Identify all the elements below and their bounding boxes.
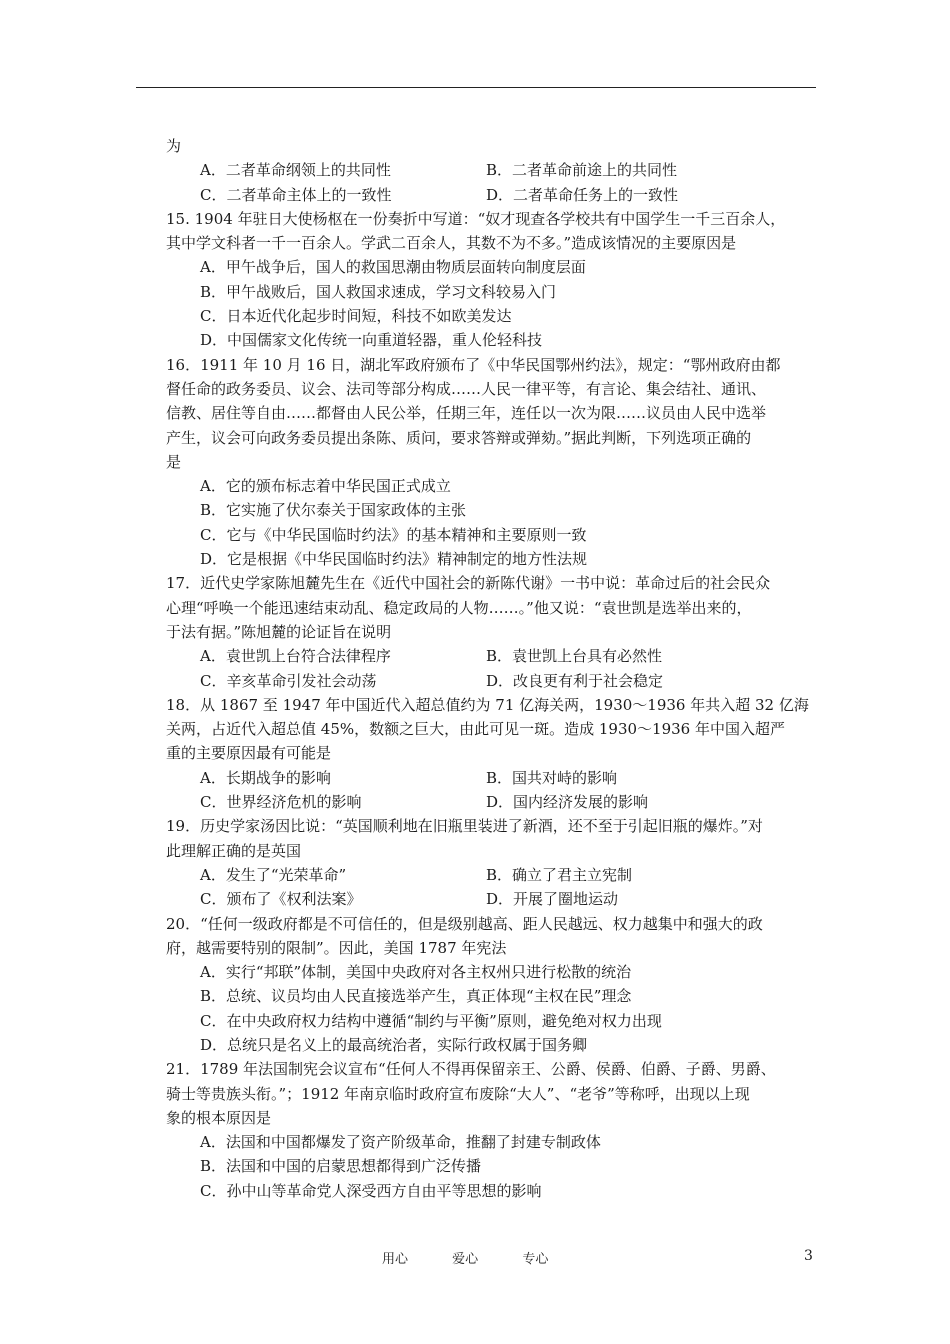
question-text-line: 关两，占近代入超总值 45%，数额之巨大，由此可见一斑。造成 1930～1936 年中国入超严 <box>166 720 785 739</box>
answer-option: C．日本近代化起步时间短，科技不如欧美发达 <box>200 307 512 326</box>
question-text-line: 19．历史学家汤因比说：“英国顺利地在旧瓶里装进了新酒，还不至于引起旧瓶的爆炸。”对 <box>166 817 763 836</box>
question-text-line: 督任命的政务委员、议会、法司等部分构成……人民一律平等，有言论、集会结社、通讯、 <box>166 379 767 398</box>
question-text-line: 其中学文科者一千一百余人。学武二百余人，其数不为不多。”造成该情况的主要原因是 <box>166 234 737 253</box>
question-text-line: 产生，议会可向政务委员提出条陈、质问，要求答辩或弹劾。”据此判断，下列选项正确的 <box>166 428 752 447</box>
page-body <box>166 134 826 1203</box>
footer-motto: 爱心 <box>452 1252 479 1267</box>
question-text-line: 21．1789 年法国制宪会议宣布“任何人不得再保留亲王、公爵、侯爵、伯爵、子爵、男爵、 <box>166 1060 776 1079</box>
footer-mottos <box>382 1248 588 1267</box>
answer-option: B．总统、议员均由人民直接选举产生，真正体现“主权在民”理念 <box>200 987 632 1006</box>
answer-option: D．它是根据《中华民国临时约法》精神制定的地方性法规 <box>200 550 588 569</box>
answer-option: D．国内经济发展的影响 <box>486 793 649 812</box>
answer-option: B．法国和中国的启蒙思想都得到广泛传播 <box>200 1157 482 1176</box>
page-number: 3 <box>804 1248 813 1264</box>
question-text-line: 信教、居住等自由……都督由人民公举，任期三年，连任以一次为限……议员由人民中选举 <box>166 404 767 423</box>
answer-option: D．改良更有利于社会稳定 <box>486 671 664 690</box>
answer-option: A．甲午战争后，国人的救国思潮由物质层面转向制度层面 <box>200 258 586 277</box>
answer-option: C．孙中山等革命党人深受西方自由平等思想的影响 <box>200 1181 542 1200</box>
question-text-line: 16．1911 年 10 月 16 日，湖北军政府颁布了《中华民国鄂州约法》，规定：“鄂州政府由都 <box>166 355 781 374</box>
answer-option: B．甲午战败后，国人救国求速成，学习文科较易入门 <box>200 282 557 301</box>
answer-option: B．它实施了伏尔泰关于国家政体的主张 <box>200 501 467 520</box>
answer-option: D．中国儒家文化传统一向重道轻器，重人伦轻科技 <box>200 331 543 350</box>
answer-option: B．二者革命前途上的共同性 <box>486 161 678 180</box>
answer-option: A．实行“邦联”体制，美国中央政府对各主权州只进行松散的统治 <box>200 963 632 982</box>
question-text-line: 是 <box>166 452 182 471</box>
answer-option: A．袁世凯上台符合法律程序 <box>200 647 391 666</box>
footer-motto: 用心 <box>382 1252 409 1267</box>
question-text-line: 骑士等贵族头衔。”；1912 年南京临时政府宣布废除“大人”、“老爷”等称呼，出现以上现 <box>166 1084 750 1103</box>
answer-option: C．在中央政府权力结构中遵循“制约与平衡”原则，避免绝对权力出现 <box>200 1011 662 1030</box>
question-text-line: 于法有据。”陈旭麓的论证旨在说明 <box>166 622 392 641</box>
option-pair <box>166 644 826 668</box>
answer-option: C．它与《中华民国临时约法》的基本精神和主要原则一致 <box>200 525 587 544</box>
question-text-line: 此理解正确的是英国 <box>166 841 302 860</box>
question-text-line: 象的根本原因是 <box>166 1108 272 1127</box>
answer-option: C．世界经济危机的影响 <box>200 793 362 812</box>
answer-option: A．发生了“光荣革命” <box>200 865 347 884</box>
answer-option: A．二者革命纲领上的共同性 <box>200 161 391 180</box>
answer-option: B．国共对峙的影响 <box>486 768 618 787</box>
answer-option: D．总统只是名义上的最高统治者，实际行政权属于国务卿 <box>200 1035 588 1054</box>
question-text-line: 重的主要原因最有可能是 <box>166 744 332 763</box>
answer-option: A．长期战争的影响 <box>200 768 331 787</box>
question-text-line: 心理“呼唤一个能迅速结束动乱、稳定政局的人物……。”他又说：“袁世凯是选举出来的， <box>166 598 752 617</box>
answer-option: B．确立了君主立宪制 <box>486 865 633 884</box>
answer-option: C．二者革命主体上的一致性 <box>200 185 392 204</box>
question-text-line: 20．“任何一级政府都是不可信任的，但是级别越高、距人民越远、权力越集中和强大的政 <box>166 914 763 933</box>
option-pair <box>166 183 826 207</box>
option-pair <box>166 887 826 911</box>
answer-option: B．袁世凯上台具有必然性 <box>486 647 663 666</box>
question-text-line: 15. 1904 年驻日大使杨枢在一份奏折中写道：“奴才现查各学校共有中国学生一千三百余人， <box>166 209 786 228</box>
option-pair <box>166 790 826 814</box>
option-pair <box>166 669 826 693</box>
question-text-line: 府，越需要特别的限制”。因此，美国 1787 年宪法 <box>166 938 507 957</box>
page-footer <box>0 1248 950 1268</box>
answer-option: D．二者革命任务上的一致性 <box>486 185 679 204</box>
option-pair <box>166 863 826 887</box>
option-pair <box>166 766 826 790</box>
answer-option: A．法国和中国都爆发了资产阶级革命，推翻了封建专制政体 <box>200 1133 601 1152</box>
answer-option: D．开展了圈地运动 <box>486 890 619 909</box>
question-text-line: 为 <box>166 137 182 155</box>
option-pair <box>166 158 826 182</box>
footer-motto: 专心 <box>522 1252 549 1267</box>
question-text-line: 18．从 1867 至 1947 年中国近代入超总值约为 71 亿海关两，1930～1936 年共入超 32 亿海 <box>166 695 809 714</box>
answer-option: C．颁布了《权利法案》 <box>200 890 362 909</box>
answer-option: C．辛亥革命引发社会动荡 <box>200 671 377 690</box>
header-rule <box>136 87 816 88</box>
question-text-line: 17．近代史学家陈旭麓先生在《近代中国社会的新陈代谢》一书中说：革命过后的社会民众 <box>166 574 771 593</box>
answer-option: A．它的颁布标志着中华民国正式成立 <box>200 477 451 496</box>
